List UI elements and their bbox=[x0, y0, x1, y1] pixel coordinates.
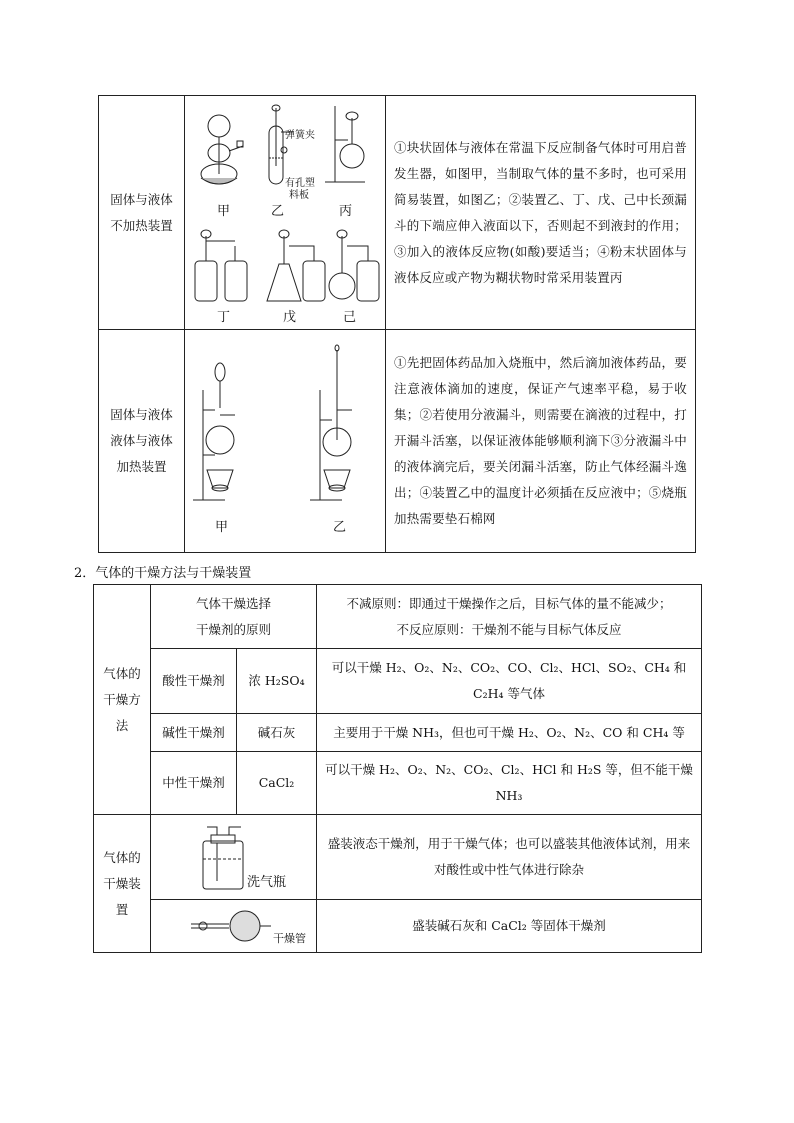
row-description: ①块状固体与液体在常温下反应制备气体时可用启普发生器，如图甲，当制取气体的量不多时，也可采用简易装置，如图乙；②装置乙、丁、戊、己中长颈漏斗的下端应伸入液面以下，否则起不到液封的作用；③加入的液体反应物(如酸)要适当；④粉末状固体与液体反应或产物为糊状物时常采用装置丙 bbox=[386, 96, 696, 330]
drying-agent-row: 中性干燥剂 CaCl₂ 可以干燥 H₂、O₂、N₂、CO₂、Cl₂、HCl 和 H₂S 等，但不能干燥 NH₃ bbox=[94, 752, 702, 815]
label-plate-2: 料板 bbox=[289, 190, 309, 201]
row-heat bbox=[99, 330, 696, 553]
label-yi: 乙 bbox=[333, 520, 347, 535]
label-ding: 丁 bbox=[217, 310, 231, 325]
drying-table bbox=[93, 584, 702, 953]
label-yi: 乙 bbox=[271, 204, 285, 219]
wash-bottle-cell bbox=[151, 815, 317, 900]
principle-text: 不减原则：即通过干燥操作之后，目标气体的量不能减少； 不反应原则：干燥剂不能与目标气体反应 bbox=[317, 585, 702, 649]
label-jia: 甲 bbox=[215, 520, 229, 535]
drying-tube-caption: 干燥管 bbox=[273, 932, 306, 945]
figure-cell bbox=[185, 96, 386, 330]
no-heat-apparatus-figure bbox=[185, 96, 386, 329]
row-label: 固体与液体 液体与液体 加热装置 bbox=[99, 330, 185, 553]
wash-bottle-use: 盛装液态干燥剂，用于干燥气体；也可以盛装其他液体试剂，用来对酸性或中性气体进行除杂 bbox=[317, 815, 702, 900]
row-label: 固体与液体 不加热装置 bbox=[99, 96, 185, 330]
label-spring-clip: 弹簧夹 bbox=[285, 130, 315, 141]
label-jia: 甲 bbox=[217, 204, 231, 219]
drying-tube-use: 盛装碱石灰和 CaCl₂ 等固体干燥剂 bbox=[317, 900, 702, 953]
drying-agent-row: 酸性干燥剂 浓 H₂SO₄ 可以干燥 H₂、O₂、N₂、CO₂、CO、Cl₂、HCl、SO₂、CH₄ 和 C₂H₄ 等气体 bbox=[94, 649, 702, 714]
apparatus-table bbox=[98, 95, 696, 553]
figure-cell bbox=[185, 330, 386, 553]
method-label: 气体的 干燥方 法 bbox=[94, 585, 151, 815]
drying-tube-cell bbox=[151, 900, 317, 953]
heat-apparatus-figure bbox=[185, 330, 386, 552]
row-description: ①先把固体药品加入烧瓶中，然后滴加液体药品，要注意液体滴加的速度，保证产气速率平稳，易于收集；②若使用分液漏斗，则需要在滴液的过程中，打开漏斗活塞，以保证液体能够顺利滴下③分液漏斗中的液体滴完后，要关闭漏斗活塞，防止气体经漏斗逸出；④装置乙中的温度计必须插在反应液中；⑤烧瓶加热需要垫石棉网 bbox=[386, 330, 696, 553]
label-ji: 己 bbox=[343, 310, 357, 325]
row-no-heat bbox=[99, 96, 696, 330]
wash-bottle-caption: 洗气瓶 bbox=[247, 875, 287, 890]
label-plate-1: 有孔塑 bbox=[285, 178, 315, 189]
drying-agent-row: 碱性干燥剂 碱石灰 主要用于干燥 NH₃，但也可干燥 H₂、O₂、N₂、CO 和 CH₄ 等 bbox=[94, 714, 702, 752]
label-bing: 丙 bbox=[339, 204, 353, 219]
section-title: 2．气体的干燥方法与干燥装置 bbox=[74, 566, 252, 581]
device-label: 气体的 干燥装 置 bbox=[94, 815, 151, 953]
wash-bottle-drawing bbox=[151, 815, 317, 899]
principle-header: 气体干燥选择 干燥剂的原则 bbox=[151, 585, 317, 649]
label-wu: 戊 bbox=[283, 310, 297, 325]
